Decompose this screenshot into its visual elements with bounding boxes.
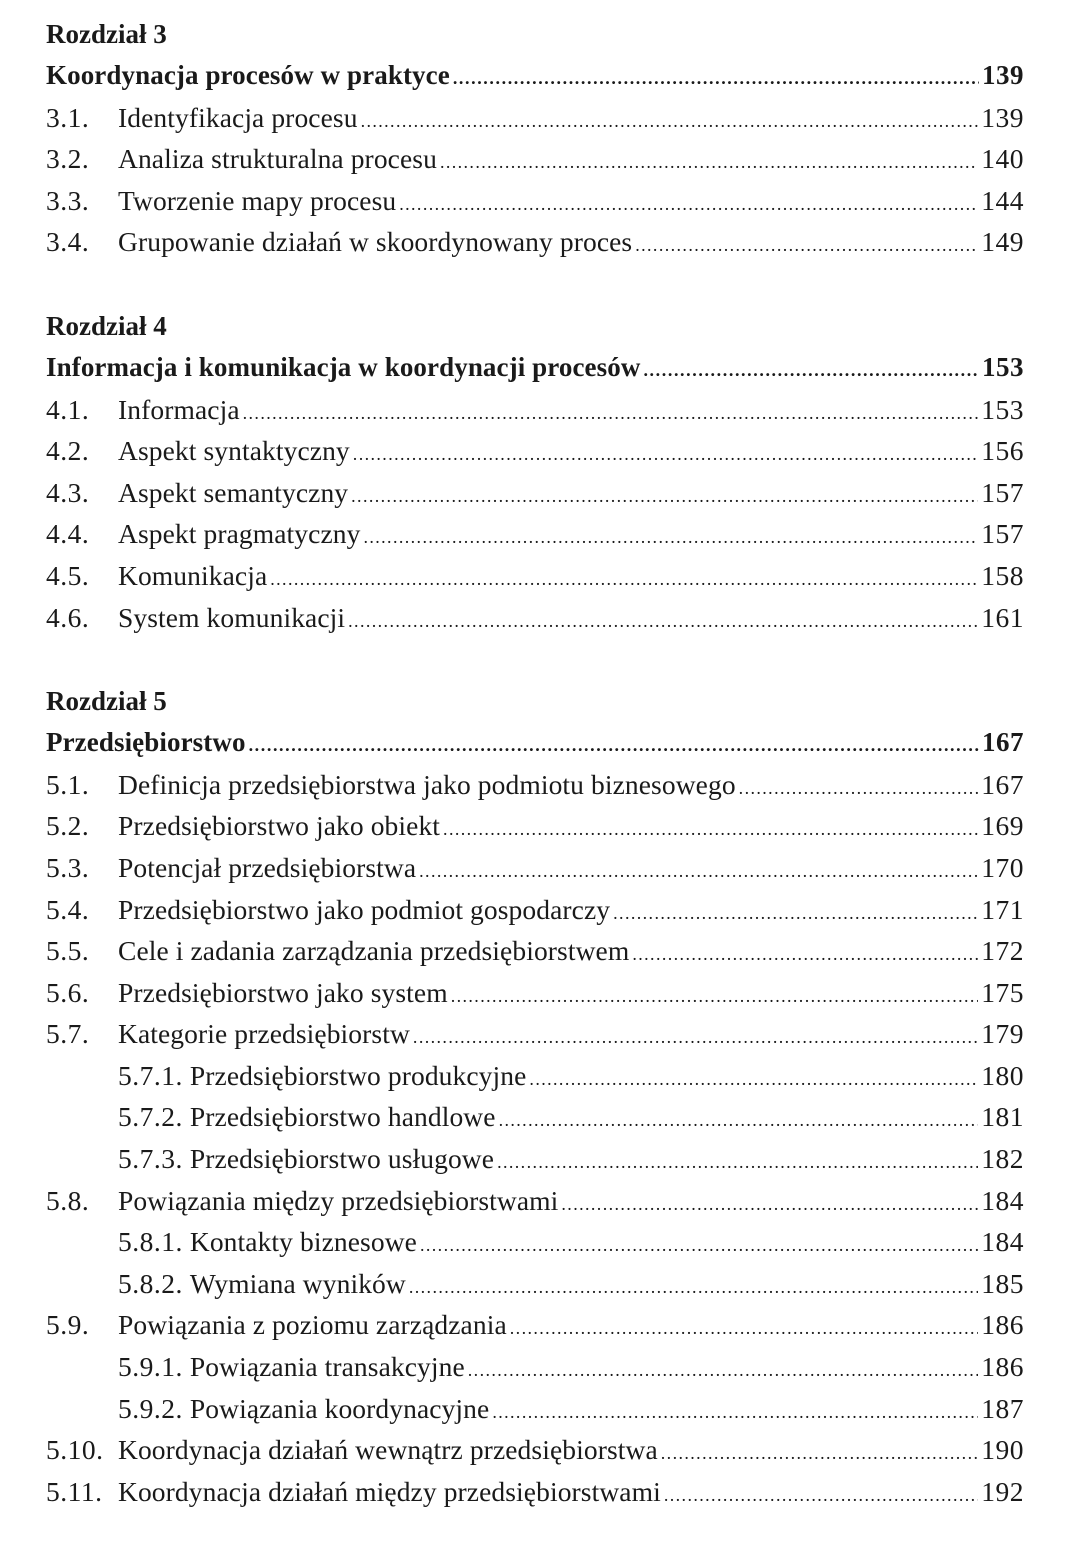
toc-section-entry[interactable]	[46, 389, 1024, 431]
section-title: Informacja	[118, 393, 240, 425]
section-title: Identyfikacja procesu	[118, 101, 358, 133]
section-title: Grupowanie działań w skoordynowany proces	[118, 226, 633, 258]
section-number: 5.4.	[46, 893, 90, 925]
toc-subsection-entry[interactable]	[46, 1388, 1024, 1430]
section-title: Komunikacja	[118, 559, 268, 591]
section-title: Przedsiębiorstwo produkcyjne	[189, 1059, 527, 1091]
dot-leader	[353, 430, 978, 476]
page-number: 175	[981, 976, 1024, 1008]
page-number: 187	[981, 1392, 1024, 1424]
page-number: 172	[981, 935, 1024, 967]
dot-leader	[497, 1138, 978, 1184]
toc-section-entry[interactable]	[46, 889, 1024, 931]
chapter-label: Rozdział 4	[46, 310, 167, 341]
section-number: 4.4.	[46, 518, 90, 550]
dot-leader	[363, 513, 978, 559]
toc-subsection-entry[interactable]	[46, 1138, 1024, 1180]
toc-section-entry[interactable]	[46, 138, 1024, 180]
dot-leader	[443, 805, 978, 851]
chapter-title: Informacja i komunikacja w koordynacji procesów	[46, 351, 641, 382]
section-number: 5.3.	[46, 851, 90, 883]
page-number: 157	[981, 518, 1024, 550]
section-number: 4.6.	[46, 601, 90, 633]
chapter-title: Koordynacja procesów w praktyce	[46, 60, 450, 90]
section-number: 3.1.	[46, 101, 90, 133]
toc-section-entry[interactable]	[46, 97, 1024, 139]
page-number: 180	[981, 1059, 1024, 1091]
dot-leader	[440, 138, 978, 184]
chapter-title: Przedsiębiorstwo	[46, 727, 246, 758]
toc-section-entry[interactable]	[46, 513, 1024, 555]
dot-leader	[661, 1429, 978, 1475]
toc-section-entry[interactable]	[46, 1304, 1024, 1346]
section-title: Powiązania koordynacyjne	[189, 1392, 490, 1424]
dot-leader	[399, 180, 978, 226]
section-title: Przedsiębiorstwo usługowe	[189, 1143, 495, 1175]
page-number: 139	[982, 60, 1024, 90]
section-number: 5.7.2.	[118, 1101, 183, 1133]
dot-leader	[739, 764, 979, 810]
section-title: Potencjał przedsiębiorstwa	[118, 851, 417, 883]
toc-section-entry[interactable]	[46, 1471, 1024, 1513]
section-title: Koordynacja działań między przedsiębiorstwami	[118, 1475, 661, 1507]
section-title: Definicja przedsiębiorstwa jako podmiotu biznesowego	[118, 768, 736, 800]
dot-leader	[270, 555, 978, 601]
dot-leader	[561, 1180, 978, 1226]
section-number: 5.9.1.	[118, 1351, 183, 1383]
section-number: 5.10.	[46, 1434, 104, 1466]
chapter-heading-entry[interactable]	[46, 55, 1024, 97]
chapter-section	[46, 306, 1024, 638]
dot-leader	[348, 597, 978, 643]
dot-leader	[492, 1388, 978, 1434]
section-title: Przedsiębiorstwo jako obiekt	[118, 810, 441, 842]
page-number: 186	[981, 1309, 1024, 1341]
toc-subsection-entry[interactable]	[46, 1096, 1024, 1138]
chapter-section	[46, 681, 1024, 1512]
toc-section-entry[interactable]	[46, 972, 1024, 1014]
dot-leader	[420, 1221, 978, 1267]
toc-subsection-entry[interactable]	[46, 1221, 1024, 1263]
toc-section-entry[interactable]	[46, 805, 1024, 847]
section-number: 5.1.	[46, 768, 90, 800]
section-number: 5.9.2.	[118, 1392, 183, 1424]
page-number: 144	[981, 184, 1024, 216]
section-title: Powiązania transakcyjne	[189, 1351, 465, 1383]
section-title: Powiązania z poziomu zarządzania	[118, 1309, 507, 1341]
section-title: Koordynacja działań wewnątrz przedsiębiorstwa	[118, 1434, 658, 1466]
page-number: 185	[981, 1267, 1024, 1299]
page-number: 184	[981, 1184, 1024, 1216]
page-number: 140	[981, 143, 1024, 175]
page-number: 167	[981, 768, 1024, 800]
toc-section-entry[interactable]	[46, 1013, 1024, 1055]
table-of-contents	[46, 14, 1024, 1555]
section-number: 5.7.	[46, 1018, 90, 1050]
section-number: 5.6.	[46, 976, 90, 1008]
section-title: Tworzenie mapy procesu	[118, 184, 397, 216]
section-number: 5.5.	[46, 935, 90, 967]
dot-leader	[468, 1346, 978, 1392]
page-number: 192	[981, 1475, 1024, 1507]
section-number: 5.8.2.	[118, 1267, 183, 1299]
dot-leader	[499, 1096, 979, 1142]
section-title: Powiązania między przedsiębiorstwami	[118, 1184, 559, 1216]
dot-leader	[643, 347, 979, 392]
dot-leader	[351, 472, 978, 518]
section-number: 4.5.	[46, 559, 90, 591]
section-number: 4.3.	[46, 476, 90, 508]
dot-leader	[419, 847, 978, 893]
section-title: Cele i zadania zarządzania przedsiębiorstwem	[118, 935, 630, 967]
toc-subsection-entry[interactable]	[46, 1263, 1024, 1305]
page-number: 153	[981, 393, 1024, 425]
toc-section-entry[interactable]	[46, 930, 1024, 972]
section-title: Kategorie przedsiębiorstw	[118, 1018, 410, 1050]
dot-leader	[243, 389, 979, 435]
chapter-heading-entry[interactable]	[46, 347, 1024, 389]
section-number: 3.4.	[46, 226, 90, 258]
toc-section-entry[interactable]	[46, 1180, 1024, 1222]
section-title: Aspekt syntaktyczny	[118, 435, 350, 467]
page-number: 161	[981, 601, 1024, 633]
section-title: Analiza strukturalna procesu	[118, 143, 437, 175]
dot-leader	[409, 1263, 978, 1309]
page-number: 158	[981, 559, 1024, 591]
dot-leader	[451, 972, 979, 1018]
chapter-heading-entry[interactable]	[46, 722, 1024, 764]
toc-section-entry[interactable]	[46, 555, 1024, 597]
toc-section-entry[interactable]	[46, 472, 1024, 514]
page-number: 167	[982, 727, 1024, 758]
dot-leader	[664, 1471, 978, 1517]
page-number: 139	[981, 101, 1024, 133]
dot-leader	[613, 889, 978, 935]
page-number: 190	[981, 1434, 1024, 1466]
page-number: 153	[982, 351, 1024, 382]
dot-leader	[635, 221, 978, 267]
page-number: 179	[981, 1018, 1024, 1050]
section-number: 5.9.	[46, 1309, 90, 1341]
dot-leader	[529, 1055, 978, 1101]
section-number: 3.2.	[46, 143, 90, 175]
section-title: Przedsiębiorstwo jako podmiot gospodarczy	[118, 893, 611, 925]
dot-leader	[249, 722, 979, 767]
section-title: System komunikacji	[118, 601, 346, 633]
chapter-label: Rozdział 5	[46, 686, 167, 717]
toc-section-entry[interactable]	[46, 597, 1024, 639]
section-title: Wymiana wyników	[189, 1267, 406, 1299]
chapter-label: Rozdział 3	[46, 19, 167, 49]
section-title: Aspekt semantyczny	[118, 476, 349, 508]
section-number: 5.7.1.	[118, 1059, 183, 1091]
dot-leader	[632, 930, 978, 976]
toc-subsection-entry[interactable]	[46, 1055, 1024, 1097]
dot-leader	[361, 97, 979, 143]
page-number: 156	[981, 435, 1024, 467]
dot-leader	[413, 1013, 978, 1059]
toc-section-entry[interactable]	[46, 847, 1024, 889]
page-number: 170	[981, 851, 1024, 883]
page-number: 149	[981, 226, 1024, 258]
section-number: 4.2.	[46, 435, 90, 467]
section-title: Przedsiębiorstwo handlowe	[189, 1101, 496, 1133]
chapter-section	[46, 14, 1024, 263]
section-number: 5.8.1.	[118, 1226, 183, 1258]
page-number: 182	[981, 1143, 1024, 1175]
page-number: 181	[981, 1101, 1024, 1133]
toc-section-entry[interactable]	[46, 221, 1024, 263]
section-number: 5.2.	[46, 810, 90, 842]
toc-section-entry[interactable]	[46, 764, 1024, 806]
section-number: 5.7.3.	[118, 1143, 183, 1175]
section-title: Kontakty biznesowe	[189, 1226, 417, 1258]
dot-leader	[510, 1304, 978, 1350]
page-number: 171	[981, 893, 1024, 925]
page-number: 186	[981, 1351, 1024, 1383]
dot-leader	[453, 55, 979, 100]
section-title: Aspekt pragmatyczny	[118, 518, 361, 550]
section-number: 5.11.	[46, 1475, 103, 1507]
page-number: 184	[981, 1226, 1024, 1258]
toc-subsection-entry[interactable]	[46, 1346, 1024, 1388]
section-number: 3.3.	[46, 184, 90, 216]
page-number: 157	[981, 476, 1024, 508]
section-number: 5.8.	[46, 1184, 90, 1216]
toc-section-entry[interactable]	[46, 430, 1024, 472]
section-title: Przedsiębiorstwo jako system	[118, 976, 448, 1008]
toc-section-entry[interactable]	[46, 180, 1024, 222]
page-number: 169	[981, 810, 1024, 842]
toc-section-entry[interactable]	[46, 1429, 1024, 1471]
section-number: 4.1.	[46, 393, 90, 425]
